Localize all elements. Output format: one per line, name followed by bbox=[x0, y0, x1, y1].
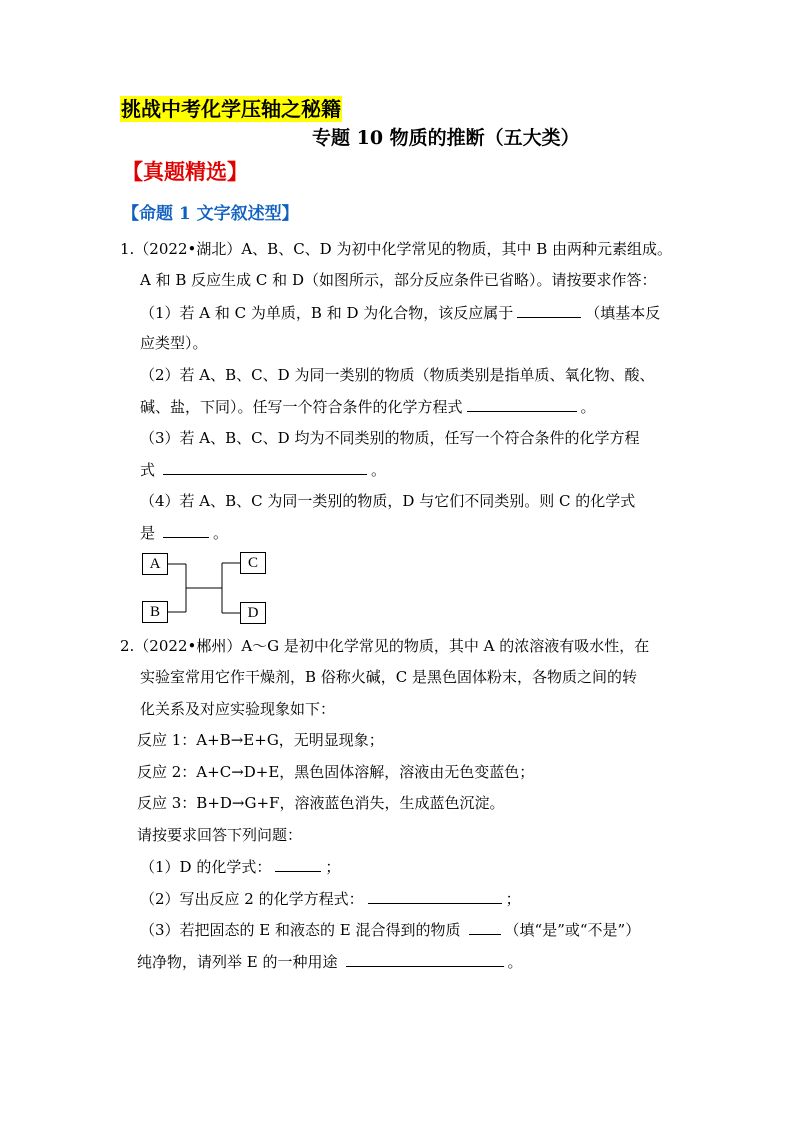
q2-sub2-text: （2）写出反应 2 的化学方程式： bbox=[140, 890, 364, 908]
q1-line-1: 1.（2022•湖北）A、B、C、D 为初中化学常见的物质，其中 B 由两种元素组成。 bbox=[120, 240, 673, 258]
q1-line-7: （3）若 A、B、C、D 均为不同类别的物质，任写一个符合条件的化学方程 bbox=[140, 429, 640, 447]
q2-sub2-end: ； bbox=[505, 890, 521, 908]
q2-sub3-text: （3）若把固态的 E 和液态的 E 混合得到的物质 bbox=[140, 921, 461, 939]
q1-part4-end: 。 bbox=[213, 524, 229, 542]
q1-part1-end: （填基本反 bbox=[585, 304, 661, 322]
node-c: C bbox=[240, 552, 266, 574]
q2-sub1-text: （1）D 的化学式： bbox=[140, 858, 272, 876]
q2-line-3: 化关系及对应实验现象如下： bbox=[140, 700, 336, 718]
q1-line-2: A 和 B 反应生成 C 和 D（如图所示，部分反应条件已省略）。请按要求作答： bbox=[140, 271, 657, 289]
answer-blank[interactable] bbox=[469, 918, 501, 935]
q2-line-1: 2.（2022•郴州）A～G 是初中化学常见的物质，其中 A 的浓溶液有吸水性，在 bbox=[120, 637, 650, 655]
q2-sub-3 bbox=[140, 918, 640, 941]
category-heading: 【命题 1 文字叙述型】 bbox=[122, 204, 299, 224]
reaction-3: 反应 3：B+D→G+F，溶液蓝色消失，生成蓝色沉淀。 bbox=[137, 794, 505, 812]
banner-title: 挑战中考化学压轴之秘籍 bbox=[121, 97, 341, 121]
q1-part3-end: 。 bbox=[371, 461, 387, 479]
q2-sub-1 bbox=[140, 855, 340, 878]
answer-blank[interactable] bbox=[346, 950, 504, 967]
q2-sub4-end: 。 bbox=[507, 953, 523, 971]
q1-part3-text: 式 bbox=[140, 461, 156, 479]
q2-line-2: 实验室常用它作干燥剂，B 俗称火碱，C 是黑色固体粉末，各物质之间的转 bbox=[140, 668, 638, 686]
q2-sub-3-cont bbox=[137, 950, 523, 973]
answer-blank[interactable] bbox=[368, 887, 502, 904]
answer-blank[interactable] bbox=[275, 855, 321, 872]
q2-sub-2 bbox=[140, 887, 521, 910]
page-title: 专题 10 物质的推断（五大类） bbox=[312, 127, 580, 149]
q2-prompt: 请按要求回答下列问题： bbox=[137, 826, 303, 844]
q1-part2-end: 。 bbox=[580, 398, 596, 416]
q1-line-9: （4）若 A、B、C 为同一类别的物质，D 与它们不同类别。则 C 的化学式 bbox=[140, 492, 636, 510]
q1-part4-text: 是 bbox=[140, 524, 156, 542]
q1-line-5: （2）若 A、B、C、D 为同一类别的物质（物质类别是指单质、氧化物、酸、 bbox=[140, 366, 655, 384]
node-d: D bbox=[240, 602, 266, 624]
q2-sub1-end: ； bbox=[325, 858, 341, 876]
node-b: B bbox=[142, 601, 168, 623]
reaction-2: 反应 2：A+C→D+E，黑色固体溶解，溶液由无色变蓝色； bbox=[137, 763, 535, 781]
q2-sub3-end: （填“是”或“不是”） bbox=[504, 921, 641, 939]
section-tag: 【真题精选】 bbox=[122, 159, 248, 184]
reaction-1: 反应 1：A+B→E+G，无明显现象； bbox=[137, 731, 384, 749]
q1-part1-text: （1）若 A 和 C 为单质，B 和 D 为化合物，该反应属于 bbox=[140, 304, 514, 322]
q2-sub4-text: 纯净物，请列举 E 的一种用途 bbox=[137, 953, 338, 971]
node-a: A bbox=[142, 553, 168, 575]
q1-part2-text: 碱、盐，下同）。任写一个符合条件的化学方程式 bbox=[140, 398, 463, 416]
q1-line-4: 应类型）。 bbox=[140, 334, 208, 352]
